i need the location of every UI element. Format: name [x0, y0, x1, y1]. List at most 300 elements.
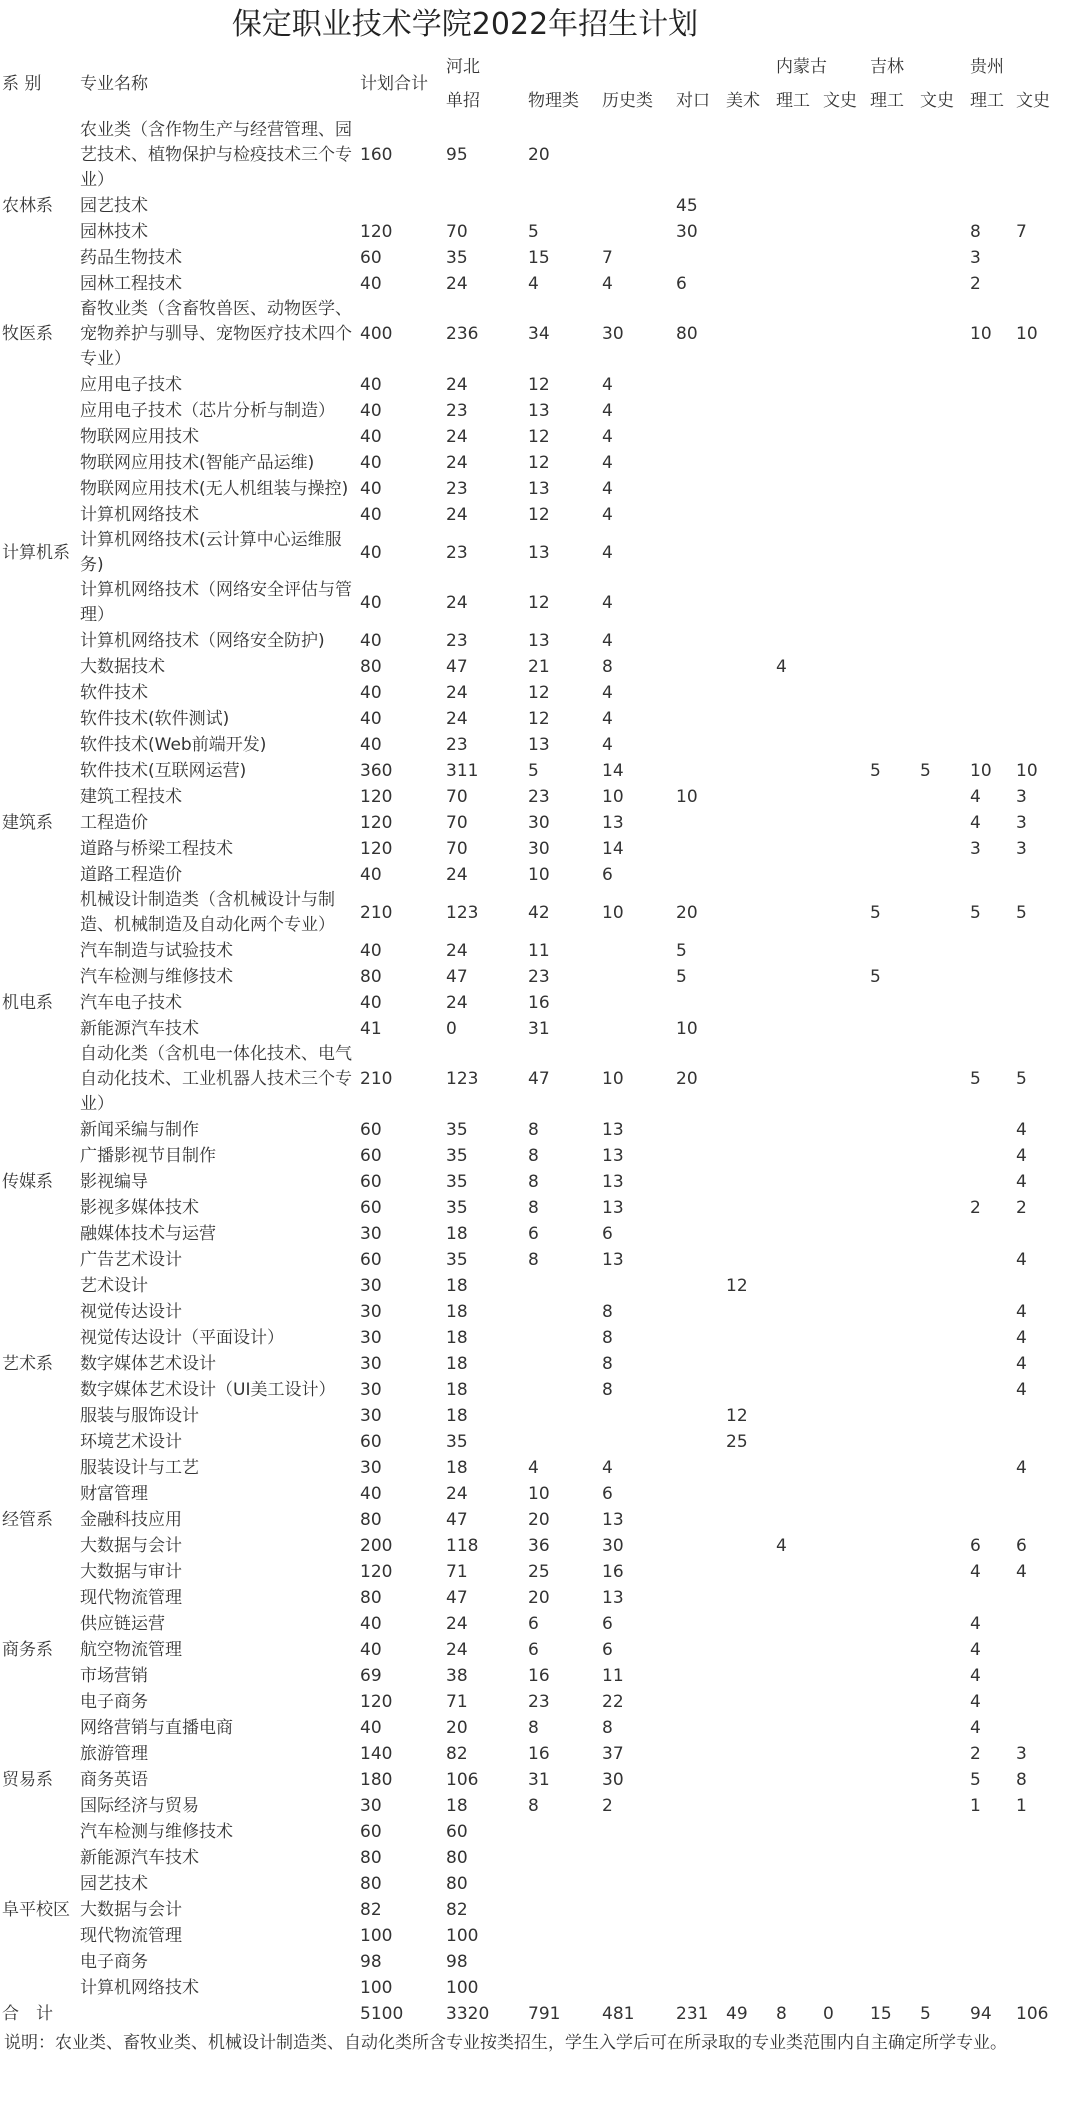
dept-cell — [0, 502, 78, 528]
value-cell — [724, 1923, 774, 1949]
value-cell: 70 — [446, 786, 468, 807]
major-cell: 国际经济与贸易 — [80, 1795, 199, 1816]
major-cell: 计算机网络技术 — [80, 1977, 199, 1998]
value-cell: 236 — [446, 324, 479, 344]
value-cell: 360 — [360, 760, 393, 781]
value-cell — [821, 1533, 868, 1559]
table-row — [0, 888, 1072, 938]
value-cell — [868, 1247, 918, 1273]
value-cell — [918, 810, 968, 836]
header-major: 专业名称 — [80, 74, 148, 94]
dept-cell — [0, 1585, 78, 1611]
value-cell: 13 — [528, 734, 550, 755]
value-cell: 10 — [528, 864, 550, 885]
dept-cell — [0, 476, 78, 502]
value-cell — [821, 271, 868, 297]
value-cell — [968, 1143, 1014, 1169]
value-cell — [774, 938, 821, 964]
header-gz-wenshi: 文史 — [1016, 91, 1050, 111]
value-cell: 6 — [970, 1535, 981, 1556]
major-cell: 工程造价 — [80, 812, 148, 833]
value-cell: 47 — [446, 1587, 468, 1608]
value-cell — [600, 964, 674, 990]
table-row — [0, 706, 1072, 732]
value-cell: 20 — [528, 1509, 550, 1530]
header-total: 计划合计 — [360, 74, 428, 94]
major-cell: 园艺技术 — [80, 1873, 148, 1894]
value-cell — [868, 424, 918, 450]
value-cell — [1014, 1845, 1072, 1871]
major-cell: 道路与桥梁工程技术 — [80, 838, 233, 859]
value-cell: 20 — [528, 1587, 550, 1608]
major-cell: 视觉传达设计（平面设计） — [80, 1327, 284, 1348]
value-cell — [724, 1481, 774, 1507]
header-neimenggu: 内蒙古 — [776, 57, 827, 77]
value-cell — [868, 1793, 918, 1819]
major-cell: 软件技术(互联网运营) — [80, 760, 247, 781]
value-cell — [918, 219, 968, 245]
value-cell — [868, 1923, 918, 1949]
value-cell: 40 — [360, 592, 382, 613]
value-cell — [600, 1949, 674, 1975]
value-cell: 30 — [360, 1327, 382, 1348]
value-cell — [968, 450, 1014, 476]
value-cell — [724, 1949, 774, 1975]
value-cell — [821, 118, 868, 193]
value-cell — [724, 219, 774, 245]
value-cell: 16 — [528, 992, 550, 1013]
value-cell: 4 — [970, 1613, 981, 1634]
value-cell: 13 — [528, 400, 550, 421]
table-row — [0, 1169, 1072, 1195]
value-cell — [918, 118, 968, 193]
value-cell — [774, 1455, 821, 1481]
value-cell — [724, 502, 774, 528]
dept-cell: 经管系 — [2, 1509, 53, 1530]
major-cell: 影视编导 — [80, 1171, 148, 1192]
value-cell — [600, 1871, 674, 1897]
value-cell — [968, 1481, 1014, 1507]
dept-cell: 阜平校区 — [2, 1899, 70, 1920]
value-cell — [724, 1169, 774, 1195]
value-cell — [821, 1247, 868, 1273]
value-cell: 4 — [602, 426, 613, 447]
value-cell — [674, 1117, 724, 1143]
value-cell — [600, 1403, 674, 1429]
value-cell — [1014, 476, 1072, 502]
value-cell — [774, 1871, 821, 1897]
value-cell — [868, 118, 918, 193]
value-cell — [821, 732, 868, 758]
value-cell: 24 — [446, 1639, 468, 1660]
value-cell — [968, 372, 1014, 398]
value-cell — [968, 1923, 1014, 1949]
value-cell: 40 — [360, 452, 382, 473]
table-row — [0, 1377, 1072, 1403]
dept-cell — [0, 424, 78, 450]
value-cell: 8 — [528, 1795, 539, 1816]
value-cell — [600, 1273, 674, 1299]
value-cell — [821, 398, 868, 424]
value-cell — [821, 1897, 868, 1923]
major-cell: 服装设计与工艺 — [80, 1457, 199, 1478]
value-cell — [674, 706, 724, 732]
value-cell — [968, 1351, 1014, 1377]
value-cell — [1014, 1611, 1072, 1637]
value-cell — [674, 654, 724, 680]
dept-cell — [0, 271, 78, 297]
header-jilin: 吉林 — [870, 57, 904, 77]
value-cell — [774, 1429, 821, 1455]
header-duikou: 对口 — [676, 91, 710, 111]
value-cell — [868, 1403, 918, 1429]
value-cell: 10 — [1016, 760, 1038, 781]
major-cell: 电子商务 — [80, 1691, 148, 1712]
value-cell: 98 — [446, 1951, 468, 1972]
table-row — [0, 424, 1072, 450]
value-cell — [821, 1481, 868, 1507]
value-cell — [526, 1351, 600, 1377]
value-cell — [674, 1715, 724, 1741]
value-cell: 35 — [446, 1431, 468, 1452]
value-cell — [918, 398, 968, 424]
value-cell — [821, 578, 868, 628]
value-cell: 8 — [528, 1717, 539, 1738]
value-cell — [774, 245, 821, 271]
value-cell: 30 — [602, 1535, 624, 1556]
value-cell: 1 — [1016, 1795, 1027, 1816]
value-cell — [724, 1377, 774, 1403]
value-cell — [600, 1923, 674, 1949]
value-cell — [1014, 450, 1072, 476]
table-row — [0, 654, 1072, 680]
value-cell — [918, 1429, 968, 1455]
value-cell — [918, 1351, 968, 1377]
dept-cell: 艺术系 — [2, 1353, 53, 1374]
value-cell: 20 — [676, 902, 698, 923]
value-cell — [918, 628, 968, 654]
value-cell — [821, 964, 868, 990]
value-cell: 200 — [360, 1535, 393, 1556]
table-row — [0, 502, 1072, 528]
value-cell — [968, 964, 1014, 990]
value-cell — [918, 964, 968, 990]
value-cell — [774, 1975, 821, 2001]
value-cell — [724, 732, 774, 758]
value-cell — [674, 1949, 724, 1975]
major-cell: 应用电子技术 — [80, 374, 182, 395]
major-cell: 新闻采编与制作 — [80, 1119, 199, 1140]
value-cell: 5 — [870, 902, 881, 923]
table-row — [0, 1221, 1072, 1247]
value-cell — [868, 372, 918, 398]
value-cell: 210 — [360, 1069, 393, 1089]
value-cell: 80 — [360, 656, 382, 677]
major-cell: 大数据技术 — [80, 656, 165, 677]
value-cell: 47 — [446, 966, 468, 987]
value-cell — [868, 450, 918, 476]
value-cell — [724, 1533, 774, 1559]
value-cell: 6 — [528, 1223, 539, 1244]
dept-cell — [0, 1871, 78, 1897]
value-cell: 40 — [360, 542, 382, 563]
dept-cell — [0, 1195, 78, 1221]
major-cell: 汽车检测与维修技术 — [80, 1821, 233, 1842]
value-cell: 8 — [602, 1327, 613, 1348]
value-cell — [526, 1897, 600, 1923]
value-cell — [1014, 732, 1072, 758]
table-row — [0, 1325, 1072, 1351]
value-cell — [674, 1663, 724, 1689]
value-cell — [821, 810, 868, 836]
dept-cell — [0, 1559, 78, 1585]
value-cell: 120 — [360, 221, 393, 242]
value-cell: 23 — [446, 734, 468, 755]
major-cell: 物联网应用技术 — [80, 426, 199, 447]
value-cell — [674, 1923, 724, 1949]
value-cell — [600, 938, 674, 964]
value-cell — [674, 628, 724, 654]
value-cell — [868, 297, 918, 372]
value-cell: 38 — [446, 1665, 468, 1686]
dept-cell — [0, 1715, 78, 1741]
value-cell: 98 — [360, 1951, 382, 1972]
total-label: 合 计 — [2, 2003, 53, 2024]
value-cell — [821, 654, 868, 680]
dept-cell — [0, 245, 78, 271]
table-row — [0, 1585, 1072, 1611]
value-cell: 4 — [602, 452, 613, 473]
value-cell — [821, 219, 868, 245]
value-cell: 24 — [446, 452, 468, 473]
value-cell: 14 — [602, 838, 624, 859]
value-cell — [674, 1377, 724, 1403]
value-cell: 60 — [360, 1249, 382, 1270]
value-cell — [774, 297, 821, 372]
value-cell: 5 — [1016, 902, 1027, 923]
major-cell: 融媒体技术与运营 — [80, 1223, 216, 1244]
value-cell: 30 — [360, 1795, 382, 1816]
major-cell: 计算机网络技术（网络安全评估与管理） — [80, 580, 352, 625]
major-cell: 物联网应用技术(智能产品运维) — [80, 452, 315, 473]
value-cell: 4 — [970, 1639, 981, 1660]
value-cell — [774, 836, 821, 862]
value-cell — [918, 1325, 968, 1351]
value-cell: 30 — [528, 838, 550, 859]
table-row — [0, 1637, 1072, 1663]
value-cell — [968, 1949, 1014, 1975]
value-cell — [821, 784, 868, 810]
value-cell — [821, 862, 868, 888]
value-cell: 30 — [602, 324, 624, 344]
value-cell: 11 — [528, 940, 550, 961]
table-row — [0, 1819, 1072, 1845]
value-cell — [724, 1741, 774, 1767]
value-cell — [674, 1741, 724, 1767]
value-cell — [968, 1897, 1014, 1923]
table-row — [0, 1247, 1072, 1273]
value-cell — [774, 1585, 821, 1611]
dept-cell — [0, 938, 78, 964]
value-cell: 82 — [446, 1743, 468, 1764]
value-cell — [1014, 1507, 1072, 1533]
table-row — [0, 450, 1072, 476]
major-cell: 数字媒体艺术设计（UI美工设计） — [80, 1379, 336, 1400]
major-cell: 畜牧业类（含畜牧兽医、动物医学、宠物养护与驯导、宠物医疗技术四个专业） — [80, 299, 352, 369]
value-cell: 47 — [528, 1069, 550, 1089]
value-cell — [600, 1975, 674, 2001]
value-cell: 80 — [446, 1847, 468, 1868]
value-cell: 40 — [360, 1639, 382, 1660]
major-cell: 道路工程造价 — [80, 864, 182, 885]
value-cell — [868, 1299, 918, 1325]
value-cell — [821, 1429, 868, 1455]
value-cell: 8 — [602, 1353, 613, 1374]
value-cell — [724, 297, 774, 372]
dept-cell — [0, 1949, 78, 1975]
value-cell — [968, 1169, 1014, 1195]
value-cell: 123 — [446, 902, 479, 923]
value-cell — [868, 938, 918, 964]
header-jl-wenshi: 文史 — [920, 91, 954, 111]
value-cell: 5 — [870, 966, 881, 987]
value-cell: 30 — [360, 1223, 382, 1244]
value-cell — [674, 990, 724, 1016]
dept-cell — [0, 1273, 78, 1299]
major-cell: 电子商务 — [80, 1951, 148, 1972]
value-cell: 80 — [446, 1873, 468, 1894]
value-cell — [724, 628, 774, 654]
value-cell: 24 — [446, 504, 468, 525]
value-cell — [674, 1195, 724, 1221]
value-cell — [724, 680, 774, 706]
value-cell — [868, 193, 918, 219]
header-dept: 系 别 — [2, 74, 42, 94]
value-cell — [1014, 1923, 1072, 1949]
value-cell — [868, 1533, 918, 1559]
value-cell — [821, 1117, 868, 1143]
value-cell — [1014, 1949, 1072, 1975]
value-cell: 13 — [602, 1119, 624, 1140]
value-cell — [918, 1741, 968, 1767]
value-cell — [1014, 680, 1072, 706]
value-cell — [918, 680, 968, 706]
value-cell — [774, 1143, 821, 1169]
value-cell — [968, 628, 1014, 654]
value-cell: 80 — [360, 1509, 382, 1530]
value-cell — [674, 1611, 724, 1637]
value-cell: 23 — [446, 478, 468, 499]
value-cell: 5 — [970, 1769, 981, 1790]
value-cell: 100 — [360, 1925, 393, 1946]
value-cell — [868, 836, 918, 862]
value-cell — [674, 1819, 724, 1845]
value-cell — [674, 1351, 724, 1377]
table-row — [0, 297, 1072, 372]
value-cell: 40 — [360, 682, 382, 703]
value-cell — [1014, 1016, 1072, 1042]
value-cell — [724, 810, 774, 836]
value-cell — [674, 1403, 724, 1429]
dept-cell — [0, 1845, 78, 1871]
value-cell: 3 — [1016, 1743, 1027, 1764]
value-cell — [774, 193, 821, 219]
value-cell — [1014, 990, 1072, 1016]
value-cell — [868, 1871, 918, 1897]
value-cell: 7 — [1016, 221, 1027, 242]
value-cell — [918, 1897, 968, 1923]
value-cell — [918, 1169, 968, 1195]
table-row — [0, 1533, 1072, 1559]
value-cell — [918, 502, 968, 528]
value-cell — [821, 245, 868, 271]
value-cell: 24 — [446, 992, 468, 1013]
value-cell: 23 — [528, 966, 550, 987]
value-cell — [868, 1663, 918, 1689]
value-cell: 4 — [970, 1691, 981, 1712]
table-row — [0, 1351, 1072, 1377]
dept-cell — [0, 732, 78, 758]
value-cell: 4 — [602, 374, 613, 395]
value-cell — [724, 476, 774, 502]
value-cell — [724, 1663, 774, 1689]
value-cell — [774, 1481, 821, 1507]
value-cell — [1014, 1715, 1072, 1741]
value-cell: 24 — [446, 1483, 468, 1504]
value-cell — [774, 476, 821, 502]
value-cell — [1014, 193, 1072, 219]
value-cell — [968, 1325, 1014, 1351]
value-cell — [868, 219, 918, 245]
value-cell — [821, 990, 868, 1016]
page-title: 保定职业技术学院2022年招生计划 — [231, 7, 699, 42]
major-cell: 园艺技术 — [80, 195, 148, 216]
dept-cell: 贸易系 — [2, 1769, 53, 1790]
value-cell: 8 — [602, 1717, 613, 1738]
value-cell — [918, 732, 968, 758]
dept-cell — [0, 1429, 78, 1455]
total-value-cell: 49 — [726, 2003, 748, 2024]
value-cell: 13 — [602, 1509, 624, 1530]
dept-cell — [0, 1741, 78, 1767]
value-cell: 100 — [446, 1925, 479, 1946]
value-cell: 13 — [602, 1249, 624, 1270]
value-cell — [918, 1923, 968, 1949]
value-cell — [724, 372, 774, 398]
header-danzhao: 单招 — [446, 91, 480, 111]
dept-cell — [0, 1247, 78, 1273]
value-cell — [868, 706, 918, 732]
value-cell — [674, 1507, 724, 1533]
value-cell — [724, 118, 774, 193]
major-cell: 视觉传达设计 — [80, 1301, 182, 1322]
value-cell: 16 — [528, 1743, 550, 1764]
value-cell — [968, 1819, 1014, 1845]
value-cell: 80 — [360, 1873, 382, 1894]
value-cell — [868, 1221, 918, 1247]
value-cell — [526, 1377, 600, 1403]
value-cell: 18 — [446, 1795, 468, 1816]
dept-cell — [0, 1403, 78, 1429]
value-cell — [918, 1715, 968, 1741]
value-cell: 6 — [528, 1639, 539, 1660]
value-cell — [821, 1585, 868, 1611]
value-cell — [724, 1507, 774, 1533]
value-cell: 20 — [446, 1717, 468, 1738]
dept-cell: 牧医系 — [2, 324, 53, 344]
value-cell: 11 — [602, 1665, 624, 1686]
value-cell — [821, 193, 868, 219]
